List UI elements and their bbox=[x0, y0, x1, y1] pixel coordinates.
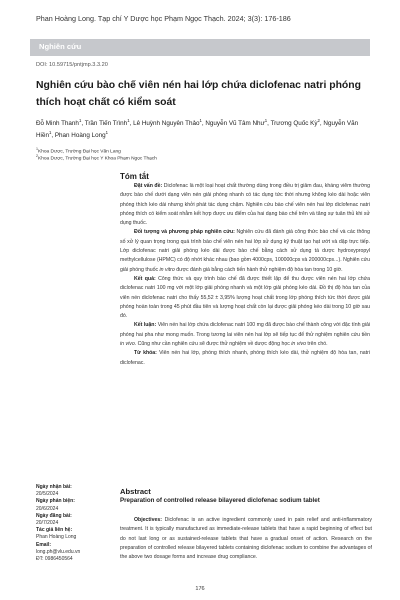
summary-paragraph-background bbox=[120, 182, 370, 228]
paragraph-text: Công thức và quy trình bào chế đã được thiết lập để thu được viên nén hai lớp chứa diclofenac natri 100 mg với một lớp giải phóng nhanh và một lớp giải phóng kéo dài. Đồ thị độ hòa tan của viên nén diclofenac natri cho thấy 55,52 ± 3,95% lượng hoạt chất trong lớp phóng thích tức thời được giải phóng hoàn toàn trong 45 phút đầu tiên và lượng hoạt chất còn lại được giải phóng kéo dài trong 10 giờ sau đó. bbox=[120, 275, 370, 320]
contact-name: Phan Hoàng Long bbox=[36, 534, 77, 541]
author-name: Nguyễn Vũ Tâm Như bbox=[205, 120, 265, 127]
received-label: Ngày nhận bài: bbox=[36, 484, 72, 490]
section-bar bbox=[30, 39, 370, 56]
summary-paragraph-conclusion bbox=[120, 321, 370, 349]
author-affiliation-marker: 2 bbox=[317, 117, 320, 123]
doi-link[interactable]: DOI: 10.59715/pntjmp.3.3.20 bbox=[36, 62, 108, 68]
paragraph-italic: in vivo bbox=[120, 341, 135, 348]
affiliation-text: Khoa Dược, Trường Đại học Y Khoa Phạm Ngọc Thạch bbox=[38, 156, 157, 162]
author-name: Phan Hoàng Long bbox=[54, 132, 106, 139]
author-affiliation-marker: 1 bbox=[48, 129, 52, 135]
reviewed-label: Ngày phản biện: bbox=[36, 498, 75, 505]
phone-number: ĐT: 0986450564 bbox=[36, 556, 73, 563]
author-name: Nguyễn Văn Hiền bbox=[36, 120, 359, 139]
abstract-title: Preparation of controlled release bilayered diclofenac sodium tablet bbox=[120, 497, 320, 504]
summary-paragraph-methods bbox=[120, 228, 370, 274]
email-label: Email: bbox=[36, 541, 52, 548]
section-label: Nghiên cứu bbox=[39, 42, 82, 51]
abstract-heading: Abstract bbox=[120, 487, 151, 496]
paragraph-text: trên chó. bbox=[305, 341, 328, 348]
paragraph-lead: Objectives: bbox=[134, 517, 162, 523]
published-label: Ngày đăng bài: bbox=[36, 512, 72, 519]
paragraph-lead: Từ khóa: bbox=[134, 350, 157, 357]
page-number: 176 bbox=[195, 586, 205, 592]
paragraph-lead: Đặt vấn đề: bbox=[134, 183, 163, 189]
affiliation-number: 2 bbox=[36, 154, 38, 158]
email-link[interactable]: long.ph@vlu.edu.vn bbox=[36, 548, 81, 555]
paragraph-lead: Kết luận: bbox=[134, 322, 157, 329]
abstract-body bbox=[120, 516, 372, 562]
paragraph-text: Nghiên cứu đã đánh giá công thức bào chế và các thông số xử lý quan trọng trong quá trình bào chế viên nén hai lớp sử dụng kỹ thuật tạo hạt ướt và dập trực tiếp. Lớp diclofenac natri giải phóng kéo dài được bào chế bằng cách sử dụng tá dược hydroxypropyl methylcellulose (HPMC) có độ nhớt khác nhau (bao gồm 4000cps, 100000cps và 200000cps...). Nghiên cứu giải phóng thuốc bbox=[120, 229, 370, 273]
paragraph-text: Viên nén hai lớp, phóng thích nhanh, phóng thích kéo dài, thử nghiệm độ hòa tan, natri diclofenac. bbox=[120, 350, 370, 366]
paragraph-lead: Kết quả: bbox=[134, 275, 156, 282]
author-affiliation-marker: 1 bbox=[199, 117, 202, 123]
summary-paragraph-results bbox=[120, 275, 370, 321]
affiliation bbox=[36, 156, 157, 162]
article-title: Nghiên cứu bào chế viên nén hai lớp chứa diclofenac natri phóng thích hoạt chất có kiểm soát bbox=[36, 80, 361, 108]
author-list: Đỗ Minh Thanh$^1$, Trần Tiến Trình$^1$, Lê Huỳnh Nguyên Thảo$^1$, Nguyễn Vũ Tâm Như$^1$, Trương Quốc Kỳ$^2$, Nguyễn Văn Hiền$^1$, Phan Hoàng Long$^1$ bbox=[36, 117, 359, 139]
affiliation-text: Khoa Dược, Trường Đại học Văn Lang bbox=[38, 149, 121, 155]
author-affiliation-marker: 1 bbox=[264, 117, 268, 123]
affiliation bbox=[36, 149, 121, 155]
author-affiliation-marker: 1 bbox=[105, 129, 109, 135]
paragraph-text: Diclofenac is an active ingredient commonly used in pain relief and anti-inflammatory treatment. It is typically manufactured as immediate-release tablets that have a rapid beginning of effect but do not last long or as sustained-release tablets that have a gradual onset of action. Research on the preparation of controlled release bilayered tablets containing diclofenac sodium to combine the advantages of the above two dosage forms and increase drug compliance. bbox=[120, 517, 372, 561]
paragraph-text: Diclofenac là một loại hoạt chất thường dùng trong điều trị giảm đau, kháng viêm thường được bào chế dưới dạng viên nén giải phóng nhanh có tác dụng tức thời nhưng không kéo dài hoặc viên phóng thích kéo dài nhưng khởi phát tác dụng chậm. Nghiên cứu bào chế viên nén hai lớp diclofenac natri phóng thích có kiểm soát nhằm kết hợp được ưu điểm của hai dạng bào chế trên và tăng sự tuân thủ khi sử dụng thuốc. bbox=[120, 183, 370, 227]
paragraph-lead: Đối tượng và phương pháp nghiên cứu: bbox=[134, 229, 235, 236]
article-info-sidebar bbox=[36, 484, 112, 563]
paragraph-italic: in vivo bbox=[291, 341, 306, 348]
received-date: 20/5/2024 bbox=[36, 491, 59, 498]
author-name: Trương Quốc Kỳ bbox=[270, 120, 318, 127]
affiliation-number: 1 bbox=[36, 147, 38, 151]
published-date: 20/7/2024 bbox=[36, 520, 59, 527]
author-name: Lê Huỳnh Nguyên Thảo bbox=[133, 120, 200, 127]
author-name: Trần Tiến Trình bbox=[84, 120, 128, 127]
author-name: Đỗ Minh Thanh bbox=[36, 120, 79, 127]
summary-heading: Tóm tắt bbox=[120, 172, 149, 181]
abstract-paragraph-objectives bbox=[120, 516, 372, 562]
summary-body bbox=[120, 182, 370, 368]
paragraph-text: Viên nén hai lớp chứa diclofenac natri 100 mg đã được bào chế thành công với đặc tính giải phóng hai pha như mong muốn. Trong tương lai viên nén hai lớp sẽ tiếp tục để thử nghiệm nghiên cứu tiền bbox=[120, 322, 370, 338]
paragraph-text: . Cũng như cần nghiên cứu sẽ được thử nghiệm về dược động học bbox=[134, 341, 292, 348]
reviewed-date: 20/6/2024 bbox=[36, 505, 59, 512]
contact-label: Tác giả liên hệ: bbox=[36, 527, 73, 534]
paragraph-text: được đánh giá bằng cách tiến hành thử nghiệm độ hòa tan trong 10 giờ. bbox=[174, 266, 343, 273]
paragraph-italic: in vitro bbox=[159, 266, 175, 273]
author-affiliation-marker: 1 bbox=[127, 117, 130, 123]
author-affiliation-marker: 1 bbox=[78, 117, 82, 123]
summary-paragraph-keywords bbox=[120, 349, 370, 368]
journal-citation: Phan Hoàng Long. Tạp chí Y Dược học Phạm Ngọc Thạch. 2024; 3(3): 176-186 bbox=[36, 14, 291, 23]
